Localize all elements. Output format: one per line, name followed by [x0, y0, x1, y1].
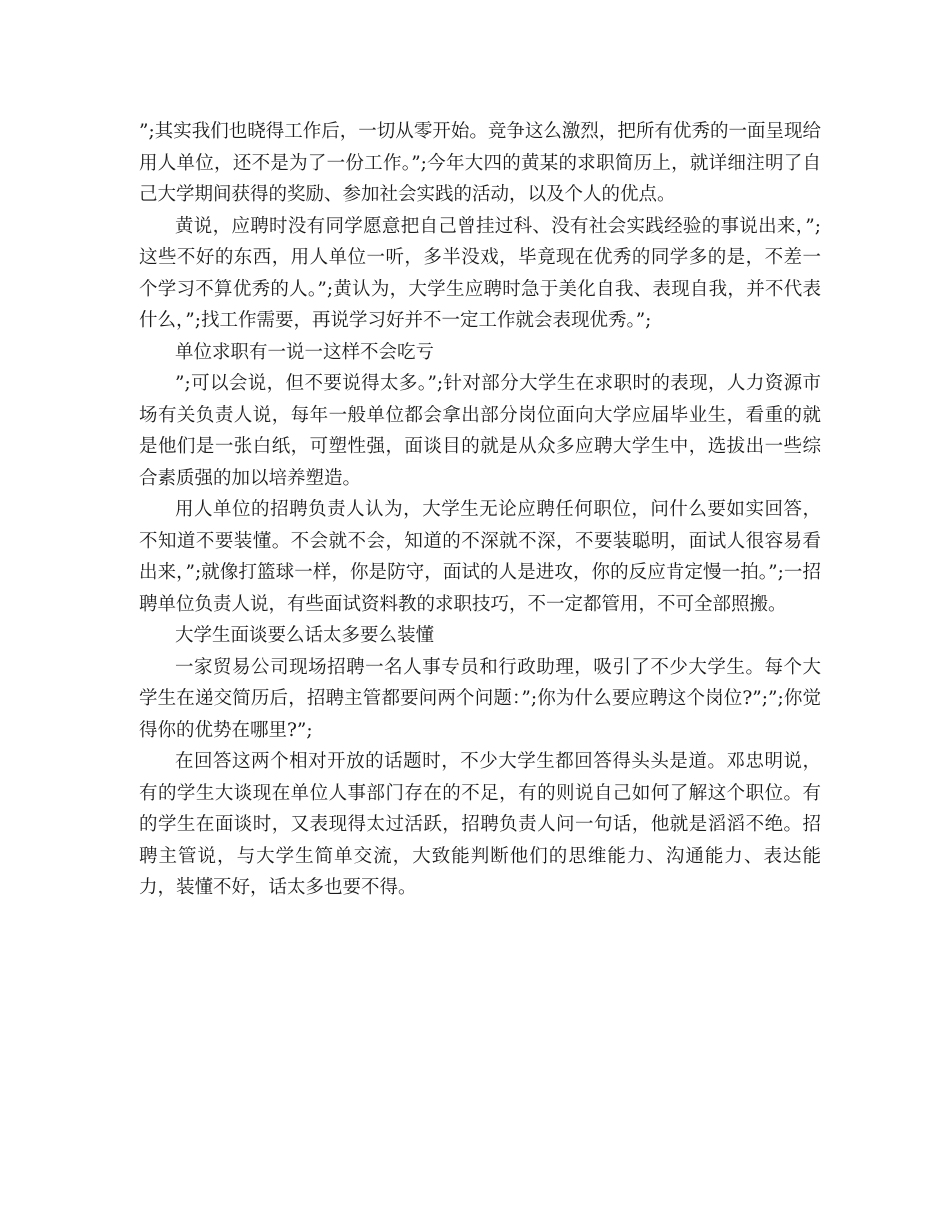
paragraph: ”;其实我们也晓得工作后，一切从零开始。竞争这么激烈，把所有优秀的一面呈现给用人单位，还不是为了一份工作。”;今年大四的黄某的求职简历上，就详细注明了自己大学期间获得的奖励、参加社会实践的活动，以及个人的优点。: [139, 121, 821, 205]
paragraph: 用人单位的招聘负责人认为，大学生无论应聘任何职位，问什么要如实回答，不知道不要装懂。不会就不会，知道的不深就不深，不要装聪明，面试人很容易看出来，”;就像打篮球一样，你是防守，面试的人是进攻，你的反应肯定慢一拍。”;一招聘单位负责人说，有些面试资料教的求职技巧，不一定都管用，不可全部照搬。: [139, 499, 821, 615]
section-heading: 单位求职有一说一这样不会吃亏: [175, 341, 435, 363]
paragraph: ”;可以会说，但不要说得太多。”;针对部分大学生在求职时的表现，人力资源市场有关负责人说，每年一般单位都会拿出部分岗位面向大学应届毕业生，看重的就是他们是一张白纸，可塑性强，面谈目的就是从众多应聘大学生中，选拔出一些综合素质强的加以培养塑造。: [139, 373, 821, 489]
paragraph: 一家贸易公司现场招聘一名人事专员和行政助理，吸引了不少大学生。每个大学生在递交简历后，招聘主管都要问两个问题：”;你为什么要应聘这个岗位?”;”;你觉得你的优势在哪里?”;: [139, 656, 821, 741]
document-body: [139, 116, 821, 904]
section-heading: 大学生面谈要么话太多要么装懂: [175, 625, 435, 646]
paragraph: 在回答这两个相对开放的话题时，不少大学生都回答得头头是道。邓忠明说，有的学生大谈现在单位人事部门存在的不足，有的则说自己如何了解这个职位。有的学生在面谈时，又表现得太过活跃，招聘负责人问一句话，他就是滔滔不绝。招聘主管说，与大学生简单交流，大致能判断他们的思维能力、沟通能力、表达能力，装懂不好，话太多也要不得。: [139, 751, 821, 898]
paragraph: 黄说，应聘时没有同学愿意把自己曾挂过科、没有社会实践经验的事说出来，”;这些不好的东西，用人单位一听，多半没戏，毕竟现在优秀的同学多的是，不差一个学习不算优秀的人。”;黄认为，大学生应聘时急于美化自我、表现自我，并不代表什么，”;找工作需要，再说学习好并不一定工作就会表现优秀。”;: [139, 215, 821, 331]
